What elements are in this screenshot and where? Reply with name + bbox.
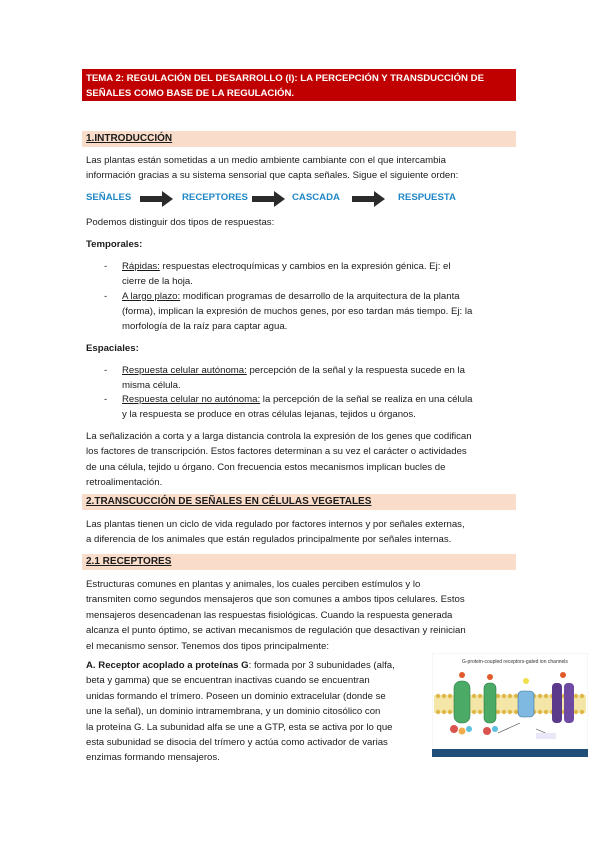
term: Respuesta celular autónoma: [122,365,247,376]
text-line: y la respuesta se produce en otras células lejanas, tejidos u órganos. [122,409,416,421]
document-title [82,69,516,101]
text-line: cierre de la hoja. [122,276,193,288]
text-line: los factores de transcripción. Estos factores determinan a su vez el carácter o actividades [86,446,467,458]
list-item [86,363,516,395]
signaling-paragraph [86,429,514,491]
text-line: La señalización a corta y a larga distancia controla la expresión de los genes que codifican [86,431,472,442]
text-line: morfología de la raíz para captar agua. [122,321,288,333]
section-heading-transduccion [82,494,516,510]
section-heading-introduccion [82,131,516,147]
bullet-dash: - [104,365,108,376]
list-item [86,392,516,424]
flow-step: RESPUESTA [398,192,456,203]
list-item [86,289,516,337]
arrow-right-icon [252,191,286,207]
figure-title: G-protein-coupled receptors-gated ion channels [462,659,568,665]
types-intro: Podemos distinguir dos tipos de respuestas: [86,217,275,228]
subheading-temporales: Temporales: [86,239,143,250]
flow-step: CASCADA [292,192,340,203]
section-heading-text: 1.INTRODUCCIÓN [86,133,173,144]
arrow-right-icon [352,191,386,207]
bullet-dash: - [104,394,108,405]
text-line: esta subunidad se disocia del trímero y actúa como activador de varias [86,737,388,749]
text-line: misma célula. [122,380,181,392]
bullet-dash: - [104,261,108,272]
term: A largo plazo: [122,291,181,302]
title-line-1: TEMA 2: REGULACIÓN DEL DESARROLLO (I): LA PERCEPCIÓN Y TRANSDUCCIÓN DE [86,73,484,84]
text-line: respuestas electroquímicas y cambios en la expresión génica. Ej: el [159,261,451,272]
list-item-text [122,392,514,422]
section-heading-receptores [82,554,516,570]
text-line: retroalimentación. [86,477,163,489]
intro-paragraph [86,153,514,184]
text-line: información gracias a su sistema sensorial que capta señales. Sigue el siguiente orden: [86,170,459,182]
text-line: Las plantas están sometidas a un medio ambiente cambiante con el que intercambia [86,155,446,166]
list-item-text [122,259,514,289]
term: Respuesta celular no autónoma: [122,394,261,405]
text-line: transmiten como segundos mensajeros que son comunes a ambos tipos celulares. Estos [86,594,465,606]
term: Rápidas: [122,261,160,272]
text-line: beta y gamma) que se encuentran inactivas cuando se encuentran [86,675,370,687]
gpcr-figure [432,653,588,757]
text-line: el mecanismo sensor. Tenemos dos tipos principalmente: [86,640,329,652]
text-line: enzimas formando mensajeros. [86,752,220,764]
arrow-right-icon [140,191,174,207]
text-line: Las plantas tienen un ciclo de vida regulado por factores internos y por señales externas, [86,519,465,530]
text-line: la proteína G. La subunidad alfa se une a GTP, esta se activa por lo que [86,721,393,733]
list-item-text [122,289,514,335]
bullet-dash: - [104,291,108,302]
text-line: mensajeros desencadenan las respuestas fisiológicas. Cuando la respuesta generada [86,609,453,621]
title-line-2: SEÑALES COMO BASE DE LA REGULACIÓN. [86,88,295,99]
text-line: de una célula, tejido u órgano. Con frecuencia estos mecanismos implican bucles de [86,461,446,473]
text-line: une la señal), un dominio intramembrana, y un dominio citosólico con [86,706,381,718]
text-line: modifican programas de desarrollo de la arquitectura de la planta [180,291,460,302]
text-line: a diferencia de los animales que están regulados principalmente por señales internas. [86,534,452,546]
text-line: : formada por 3 subunidades (alfa, [248,660,395,671]
list-item [86,259,516,291]
gpcr-diagram-image [432,653,588,757]
section-heading-text: 2.TRANSCUCCIÓN DE SEÑALES EN CÉLULAS VEGETALES [86,496,372,507]
text-line: percepción de la señal y la respuesta sucede en la [246,365,465,376]
transduccion-paragraph [86,517,514,548]
text-line: unidas formando el trímero. Poseen un dominio extracelular (donde se [86,690,386,702]
section-heading-text: 2.1 RECEPTORES [86,556,172,567]
text-line: alcanza el punto óptimo, se activan mecanismos de regulación que desactivan y reinician [86,625,466,637]
flow-step: RECEPTORES [182,192,248,203]
text-line: (forma), implican la expresión de muchos genes, por eso tardan más tiempo. Ej: la [122,306,473,318]
subheading-espaciales: Espaciales: [86,343,139,354]
receptores-paragraph [86,577,514,654]
receptor-g-paragraph [86,658,426,766]
term: A. Receptor acoplado a proteínas G [86,660,249,671]
text-line: la percepción de la señal se realiza en una célula [260,394,473,405]
list-item-text [122,363,514,393]
text-line: Estructuras comunes en plantas y animales, los cuales perciben estímulos y lo [86,579,421,590]
signal-flow [86,190,516,208]
flow-step: SEÑALES [86,192,132,203]
